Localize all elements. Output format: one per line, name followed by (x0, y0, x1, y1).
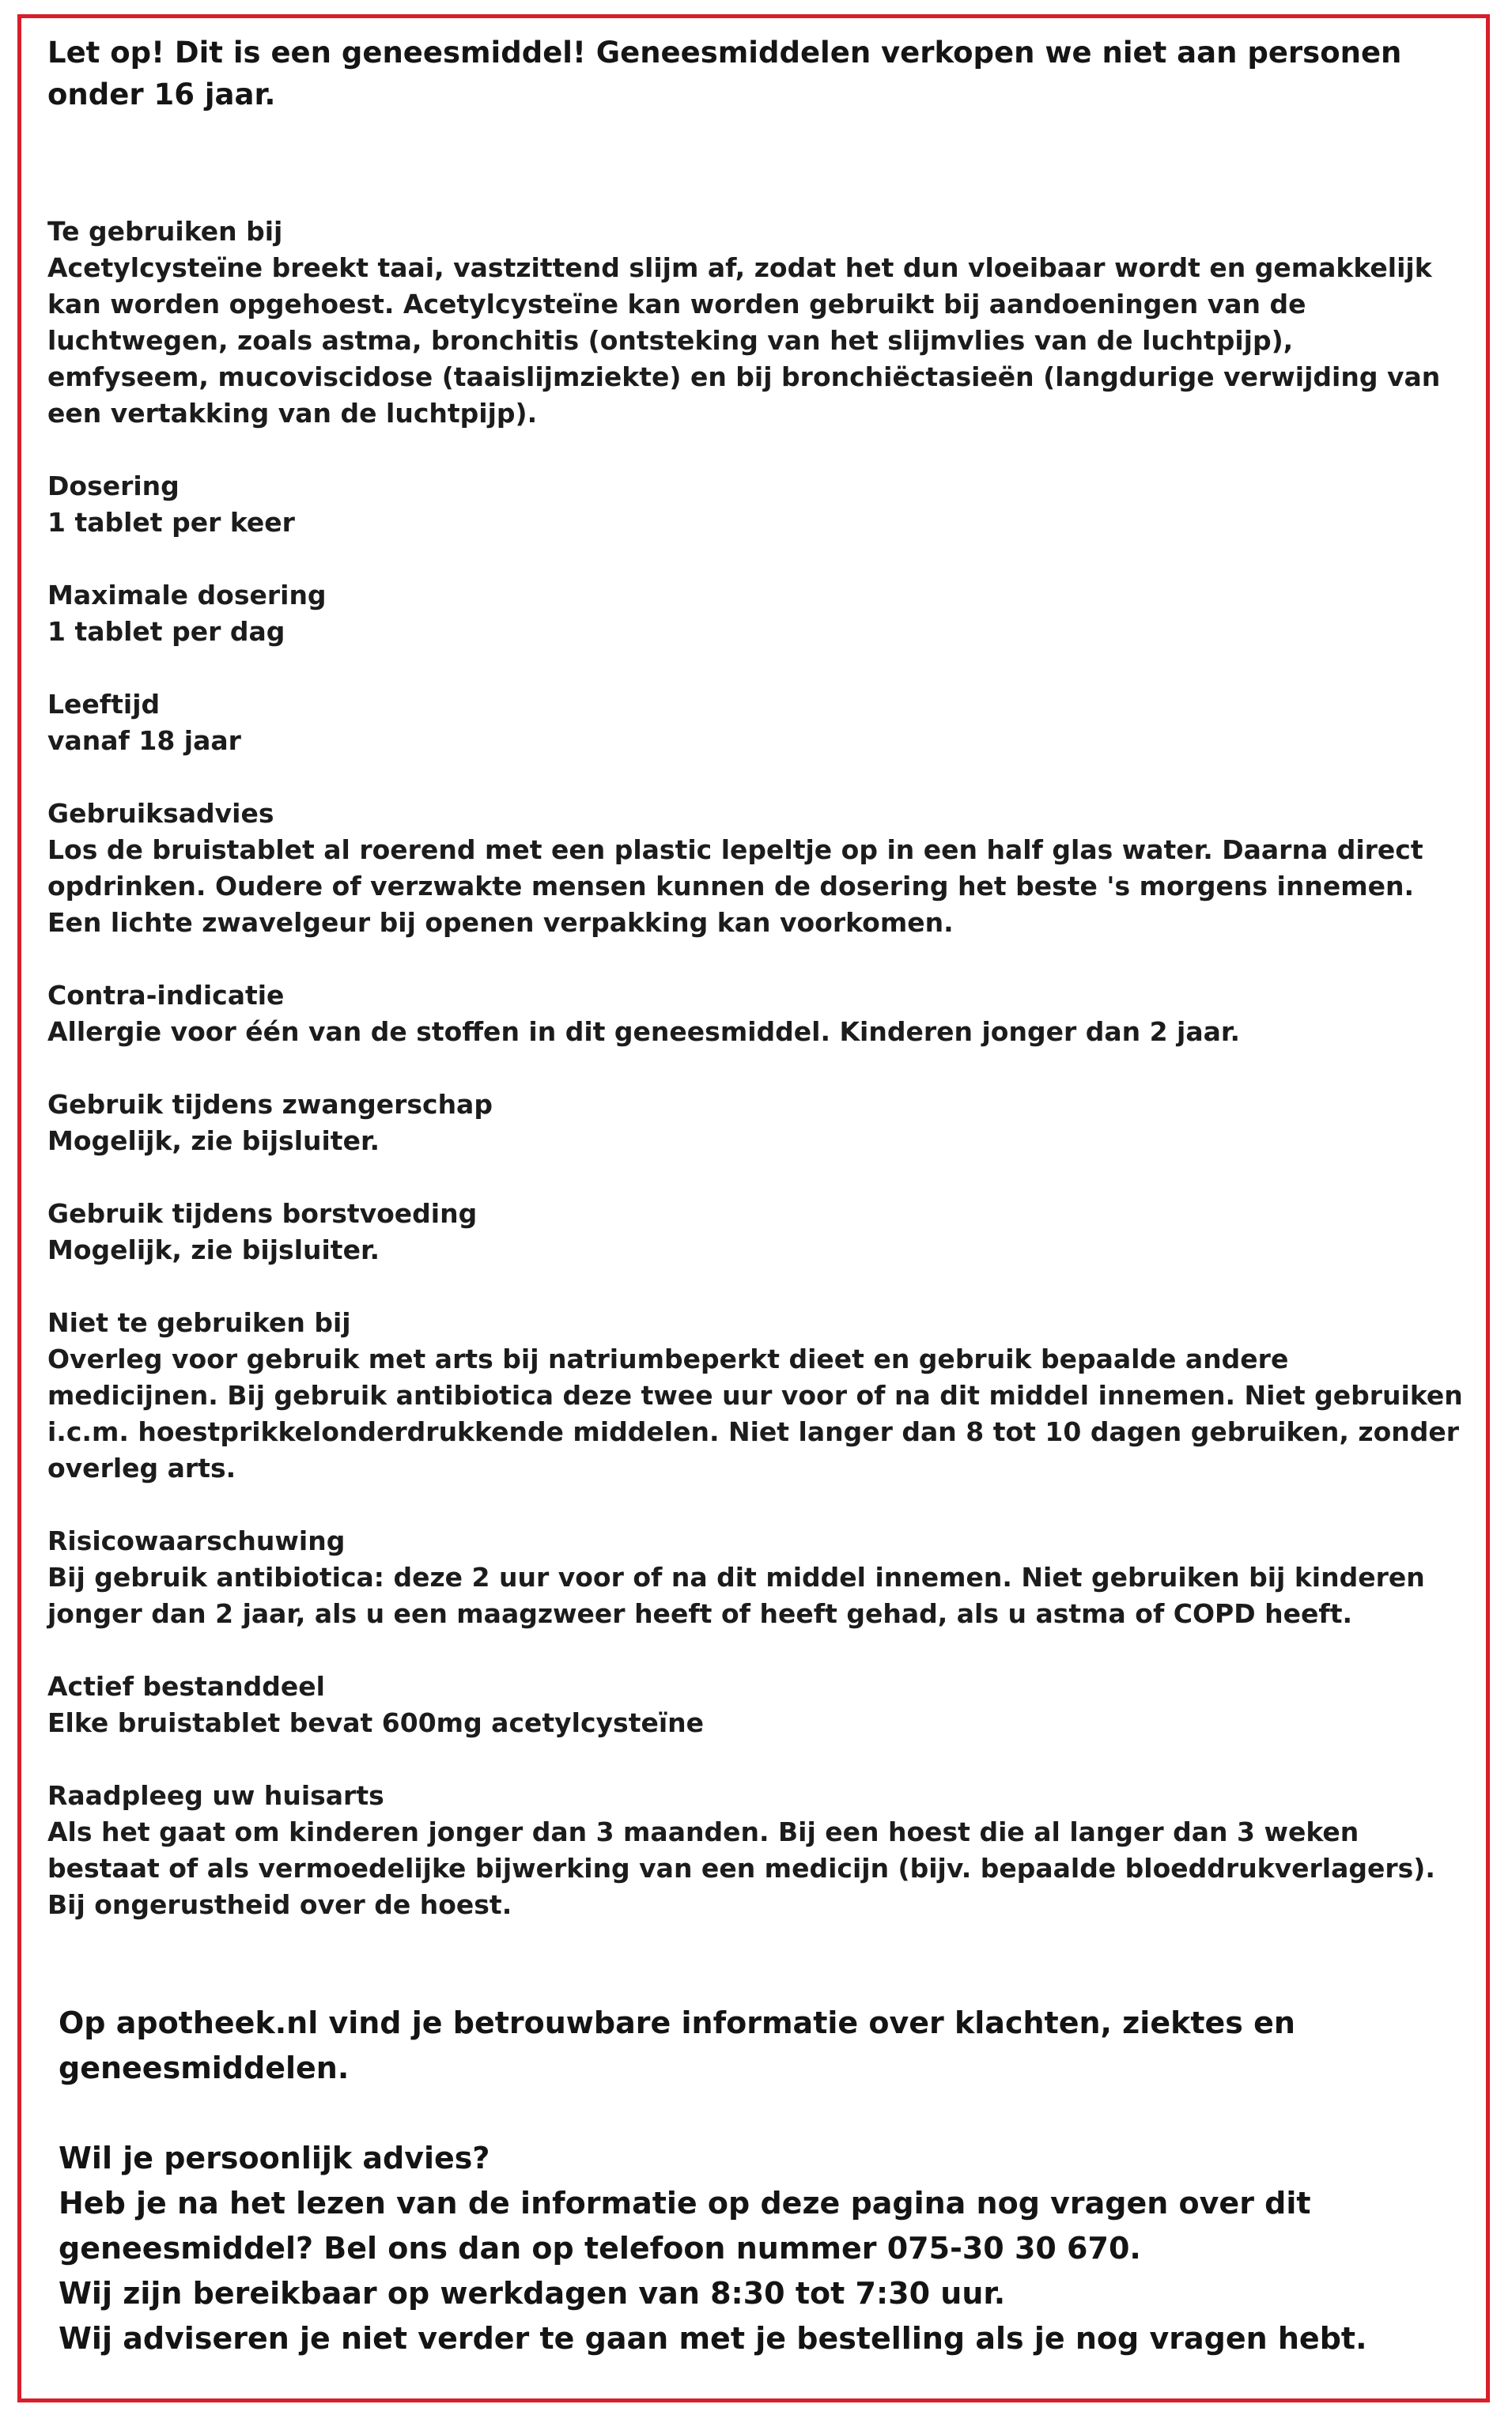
section-heading: Raadpleeg uw huisarts (47, 1780, 384, 1811)
section-actief-bestanddeel (47, 1669, 1463, 1741)
section-heading: Gebruiksadvies (47, 798, 274, 829)
section-heading: Actief bestanddeel (47, 1671, 325, 1702)
section-heading: Gebruik tijdens borstvoeding (47, 1198, 478, 1229)
section-text: 1 tablet per keer (47, 507, 295, 538)
section-raadpleeg-huisarts (47, 1778, 1463, 1923)
section-risicowaarschuwing (47, 1523, 1463, 1632)
section-maximale-dosering (47, 577, 1463, 650)
section-text: vanaf 18 jaar (47, 725, 241, 756)
advice-title: Wil je persoonlijk advies? (59, 2141, 490, 2175)
advice-text: Heb je na het lezen van de informatie op deze pagina nog vragen over dit geneesmiddel? Bel ons dan op telefoon nummer 075-30 30 670. (59, 2186, 1311, 2266)
section-heading: Gebruik tijdens zwangerschap (47, 1089, 493, 1120)
section-heading: Niet te gebruiken bij (47, 1307, 351, 1338)
section-text: Allergie voor één van de stoffen in dit geneesmiddel. Kinderen jonger dan 2 jaar. (47, 1016, 1241, 1047)
contact-footer (59, 2001, 1466, 2361)
section-gebruiksadvies (47, 796, 1463, 941)
section-text: Mogelijk, zie bijsluiter. (47, 1125, 380, 1156)
section-text: Als het gaat om kinderen jonger dan 3 maanden. Bij een hoest die al langer dan 3 weken bestaat of als vermoedelijke bijwerking van een medicijn (bijv. bepaalde bloeddrukverlagers). Bij ongerustheid over de hoest. (47, 1816, 1435, 1920)
section-text: 1 tablet per dag (47, 616, 285, 647)
section-leeftijd (47, 686, 1463, 759)
section-text: Los de bruistablet al roerend met een plastic lepeltje op in een half glas water. Daarna direct opdrinken. Oudere of verzwakte mensen kunnen de dosering het beste 's morgens innemen. Een lichte zwavelgeur bij openen verpakking kan voorkomen. (47, 834, 1423, 938)
section-heading: Leeftijd (47, 689, 161, 720)
section-borstvoeding (47, 1196, 1463, 1268)
section-niet-te-gebruiken-bij (47, 1305, 1463, 1487)
document-header (47, 32, 1463, 115)
order-recommendation: Wij adviseren je niet verder te gaan met je bestelling als je nog vragen hebt. (59, 2321, 1367, 2356)
section-heading: Te gebruiken bij (47, 216, 283, 247)
product-info (47, 214, 1463, 1960)
apotheek-info: Op apotheek.nl vind je betrouwbare informatie over klachten, ziektes en geneesmiddelen. (59, 2005, 1295, 2085)
section-heading: Contra-indicatie (47, 980, 285, 1011)
section-dosering (47, 468, 1463, 541)
opening-hours: Wij zijn bereikbaar op werkdagen van 8:30 tot 7:30 uur. (59, 2276, 1006, 2311)
age-warning: Let op! Dit is een geneesmiddel! Geneesmiddelen verkopen we niet aan personen onder 16 jaar. (47, 36, 1402, 112)
section-text: Elke bruistablet bevat 600mg acetylcysteïne (47, 1707, 705, 1738)
section-heading: Risicowaarschuwing (47, 1525, 346, 1556)
section-text: Acetylcysteïne breekt taai, vastzittend slijm af, zodat het dun vloeibaar wordt en gemakkelijk kan worden opgehoest. Acetylcysteïne kan worden gebruikt bij aandoeningen van de luchtwegen, zoals astma, bronchitis (ontsteking van het slijmvlies van de luchtpijp), emfyseem, mucoviscidose (taaislijmziekte) en bij bronchiëctasieën (langdurige verwijding van een vertakking van de luchtpijp). (47, 252, 1441, 429)
section-heading: Maximale dosering (47, 580, 327, 610)
section-text: Mogelijk, zie bijsluiter. (47, 1234, 380, 1265)
section-te-gebruiken-bij (47, 214, 1463, 432)
section-heading: Dosering (47, 471, 180, 501)
section-text: Bij gebruik antibiotica: deze 2 uur voor of na dit middel innemen. Niet gebruiken bij kinderen jonger dan 2 jaar, als u een maagzweer heeft of heeft gehad, als u astma of COPD heeft. (47, 1562, 1425, 1629)
section-contra-indicatie (47, 977, 1463, 1050)
section-text: Overleg voor gebruik met arts bij natriumbeperkt dieet en gebruik bepaalde andere medicijnen. Bij gebruik antibiotica deze twee uur voor of na dit middel innemen. Niet gebruiken i.c.m. hoestprikkelonderdrukkende middelen. Niet langer dan 8 tot 10 dagen gebruiken, zonder overleg arts. (47, 1344, 1463, 1484)
section-zwangerschap (47, 1087, 1463, 1159)
